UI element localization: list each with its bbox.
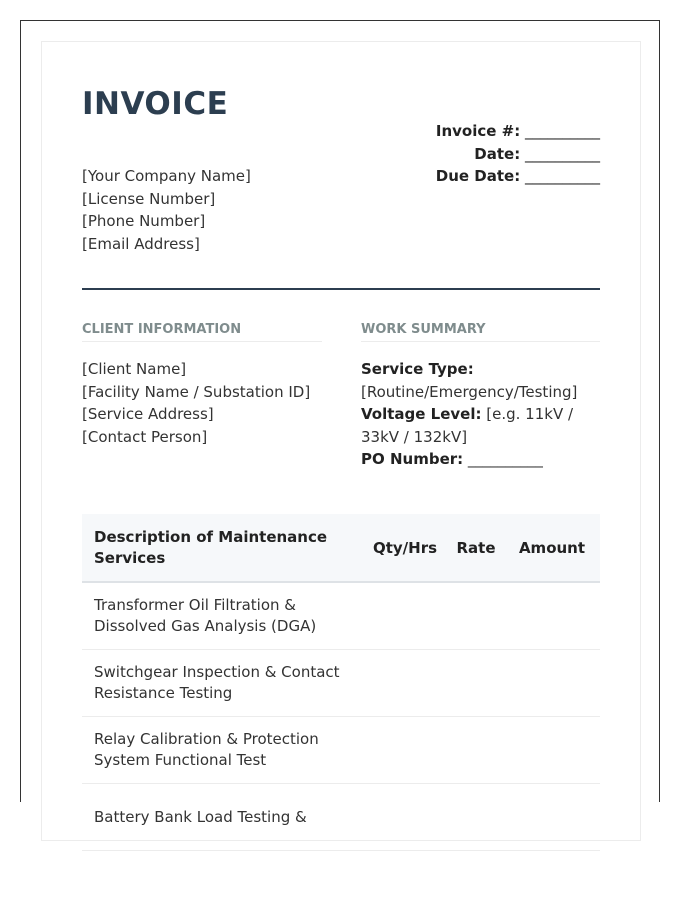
company-phone: [Phone Number] bbox=[82, 212, 206, 230]
invoice-title: INVOICE bbox=[82, 86, 229, 122]
table-row bbox=[82, 650, 600, 717]
voltage-level-value: [e.g. 11kV / 33kV / 132kV] bbox=[361, 405, 574, 446]
company-email: [Email Address] bbox=[82, 234, 200, 253]
voltage-level bbox=[361, 403, 606, 448]
invoice-date-row bbox=[436, 143, 600, 166]
document-viewport bbox=[20, 20, 660, 826]
invoice-due-date-label: Due Date: bbox=[435, 167, 521, 185]
header-description: Description of Maintenance Services bbox=[94, 527, 328, 567]
table-row bbox=[82, 784, 600, 851]
facility-name: [Facility Name / Substation ID] bbox=[82, 382, 311, 401]
work-summary bbox=[361, 358, 606, 471]
service-type-label: Service Type: bbox=[361, 360, 474, 378]
invoice-number-row bbox=[436, 120, 600, 143]
invoice-meta bbox=[436, 120, 600, 188]
po-number-value: __________ bbox=[467, 450, 543, 468]
header-amount: Amount bbox=[518, 538, 586, 557]
header-rate: Rate bbox=[456, 538, 496, 557]
header-qty: Qty/Hrs bbox=[372, 538, 438, 557]
company-name: [Your Company Name] bbox=[82, 167, 251, 185]
header-divider bbox=[82, 288, 600, 290]
invoice-date-label: Date: bbox=[474, 144, 521, 163]
company-license: [License Number] bbox=[82, 189, 216, 208]
services-table bbox=[82, 514, 600, 851]
company-info bbox=[82, 165, 251, 255]
invoice-due-date-row bbox=[436, 165, 600, 188]
row-description: Relay Calibration & Protection System Functional Test bbox=[94, 730, 319, 769]
invoice-due-date-value: __________ bbox=[525, 167, 600, 185]
table-header bbox=[82, 514, 600, 583]
row-description: Transformer Oil Filtration & Dissolved Gas Analysis (DGA) bbox=[94, 596, 317, 635]
row-description: Switchgear Inspection & Contact Resistance Testing bbox=[94, 663, 340, 702]
po-number-label: PO Number: bbox=[361, 450, 464, 468]
table-row bbox=[82, 583, 600, 650]
invoice-page bbox=[41, 41, 641, 841]
service-type-value: [Routine/Emergency/Testing] bbox=[361, 382, 578, 401]
service-address: [Service Address] bbox=[82, 405, 214, 423]
row-description: Battery Bank Load Testing & bbox=[94, 807, 307, 826]
client-name: [Client Name] bbox=[82, 360, 187, 378]
invoice-date-value: __________ bbox=[525, 144, 600, 163]
invoice-number-value: __________ bbox=[525, 122, 600, 140]
invoice-number-label: Invoice #: bbox=[435, 122, 521, 140]
voltage-level-label: Voltage Level: bbox=[361, 405, 482, 423]
contact-person: [Contact Person] bbox=[82, 427, 208, 446]
table-row bbox=[82, 717, 600, 784]
client-info bbox=[82, 358, 310, 448]
po-number bbox=[361, 448, 606, 471]
client-info-heading: CLIENT INFORMATION bbox=[82, 322, 322, 342]
work-summary-heading: WORK SUMMARY bbox=[361, 322, 600, 342]
